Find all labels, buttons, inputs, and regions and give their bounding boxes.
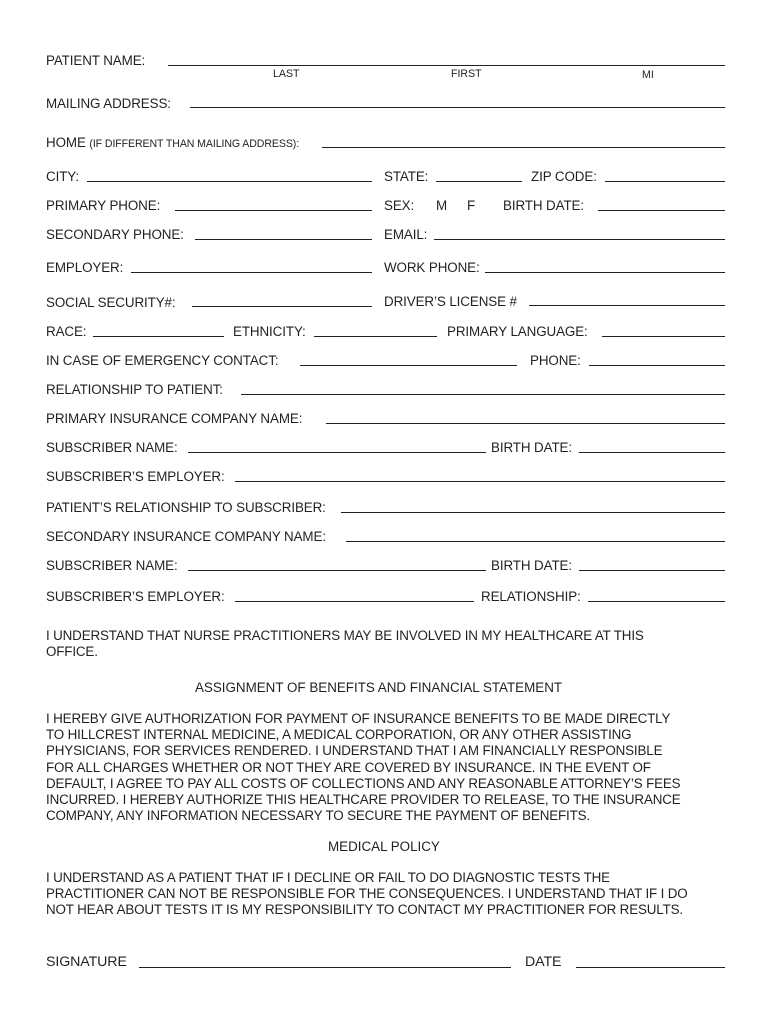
state-field[interactable]	[436, 181, 522, 182]
signature-field[interactable]	[139, 967, 511, 968]
work-phone-field[interactable]	[485, 272, 725, 273]
subscriber-employer-field[interactable]	[235, 481, 725, 482]
birth-date-field[interactable]	[598, 210, 725, 211]
zip-code-label: ZIP CODE:	[531, 169, 597, 184]
signature-label: SIGNATURE	[46, 954, 127, 970]
subscriber-name-field[interactable]	[188, 452, 486, 453]
assignment-heading: ASSIGNMENT OF BENEFITS AND FINANCIAL STATEMENT	[195, 680, 563, 695]
city-field[interactable]	[87, 181, 372, 182]
middle-initial-caption: MI	[642, 69, 654, 81]
date-field[interactable]	[576, 967, 725, 968]
primary-phone-label: PRIMARY PHONE:	[46, 198, 161, 213]
secondary-phone-field[interactable]	[195, 239, 372, 240]
mailing-address-field[interactable]	[190, 107, 725, 108]
subscriber-employer-label: SUBSCRIBER’S EMPLOYER:	[46, 469, 225, 484]
subscriber-birth-date-field-2[interactable]	[579, 570, 725, 571]
subscriber-birth-date-field[interactable]	[579, 452, 725, 453]
state-label: STATE:	[384, 169, 429, 184]
sex-label: SEX:	[384, 198, 415, 213]
home-address-field[interactable]	[322, 147, 725, 148]
primary-language-label: PRIMARY LANGUAGE:	[447, 324, 588, 339]
employer-field[interactable]	[131, 272, 372, 273]
ethnicity-label: ETHNICITY:	[233, 324, 306, 339]
drivers-license-field[interactable]	[529, 305, 725, 306]
patient-name-field[interactable]	[168, 65, 725, 66]
emergency-contact-label: IN CASE OF EMERGENCY CONTACT:	[46, 353, 279, 368]
emergency-phone-label: PHONE:	[530, 353, 581, 368]
nurse-practitioner-statement: I UNDERSTAND THAT NURSE PRACTITIONERS MAY BE INVOLVED IN MY HEALTHCARE AT THIS OFFICE.	[46, 628, 644, 660]
birth-date-label: BIRTH DATE:	[503, 198, 584, 213]
drivers-license-label: DRIVER’S LICENSE #	[384, 294, 517, 309]
subscriber-birth-date-label-2: BIRTH DATE:	[491, 558, 572, 573]
secondary-insurance-label: SECONDARY INSURANCE COMPANY NAME:	[46, 529, 326, 544]
primary-insurance-label: PRIMARY INSURANCE COMPANY NAME:	[46, 411, 303, 426]
home-note: (IF DIFFERENT THAN MAILING ADDRESS):	[89, 138, 300, 150]
emergency-phone-field[interactable]	[589, 365, 725, 366]
subscriber-employer-label-2: SUBSCRIBER’S EMPLOYER:	[46, 589, 225, 604]
sex-option-f[interactable]: F	[467, 198, 476, 213]
subscriber-birth-date-label: BIRTH DATE:	[491, 440, 572, 455]
date-label: DATE	[525, 954, 562, 970]
relationship-label-2: RELATIONSHIP:	[481, 589, 581, 604]
emergency-contact-field[interactable]	[300, 365, 517, 366]
race-field[interactable]	[93, 336, 224, 337]
relationship-to-patient-label: RELATIONSHIP TO PATIENT:	[46, 382, 223, 397]
medical-policy-heading: MEDICAL POLICY	[328, 839, 440, 854]
subscriber-employer-field-2[interactable]	[235, 601, 474, 602]
city-label: CITY:	[46, 169, 79, 184]
home-address-label	[46, 135, 299, 152]
relationship-to-patient-field[interactable]	[241, 394, 725, 395]
subscriber-name-field-2[interactable]	[188, 570, 486, 571]
primary-phone-field[interactable]	[175, 210, 372, 211]
sex-option-m[interactable]: M	[436, 198, 448, 213]
medical-policy-statement: I UNDERSTAND AS A PATIENT THAT IF I DECLINE OR FAIL TO DO DIAGNOSTIC TESTS THE PRACTITIONER CAN NOT BE RESPONSIBLE FOR THE CONSEQUENCES. I UNDERSTAND THAT IF I DO NOT HEAR ABOUT TESTS IT IS MY RESPONSIBILITY TO CONTACT MY PRACTITIONER FOR RESULTS.	[46, 870, 688, 918]
first-name-caption: FIRST	[451, 68, 482, 80]
last-name-caption: LAST	[273, 68, 300, 80]
secondary-phone-label: SECONDARY PHONE:	[46, 227, 184, 242]
ssn-field[interactable]	[192, 306, 372, 307]
patient-name-label: PATIENT NAME:	[46, 53, 146, 68]
email-field[interactable]	[434, 239, 725, 240]
employer-label: EMPLOYER:	[46, 260, 124, 275]
subscriber-name-label: SUBSCRIBER NAME:	[46, 440, 178, 455]
patient-relationship-label: PATIENT’S RELATIONSHIP TO SUBSCRIBER:	[46, 500, 326, 515]
zip-code-field[interactable]	[605, 181, 725, 182]
primary-insurance-field[interactable]	[326, 423, 725, 424]
patient-relationship-field[interactable]	[341, 512, 725, 513]
email-label: EMAIL:	[384, 227, 428, 242]
secondary-insurance-field[interactable]	[346, 541, 725, 542]
subscriber-name-label-2: SUBSCRIBER NAME:	[46, 558, 178, 573]
ethnicity-field[interactable]	[314, 336, 437, 337]
ssn-label: SOCIAL SECURITY#:	[46, 295, 176, 310]
home-label: HOME	[46, 135, 86, 150]
work-phone-label: WORK PHONE:	[384, 260, 480, 275]
relationship-field-2[interactable]	[588, 601, 725, 602]
assignment-statement: I HEREBY GIVE AUTHORIZATION FOR PAYMENT OF INSURANCE BENEFITS TO BE MADE DIRECTLY TO HILLCREST INTERNAL MEDICINE, A MEDICAL CORPORATION, OR ANY OTHER ASSISTING PHYSICIANS, FOR SERVICES RENDERED. I UNDERSTAND THAT I AM FINANCIALLY RESPONSIBLE FOR ALL CHARGES WHETHER OR NOT THEY ARE COVERED BY INSURANCE. IN THE EVENT OF DEFAULT, I AGREE TO PAY ALL COSTS OF COLLECTIONS AND ANY REASONABLE ATTORNEY’S FEES INCURRED. I HEREBY AUTHORIZE THIS HEALTHCARE PROVIDER TO RELEASE, TO THE INSURANCE COMPANY, ANY INFORMATION NECESSARY TO SECURE THE PAYMENT OF BENEFITS.	[46, 711, 681, 824]
race-label: RACE:	[46, 324, 87, 339]
mailing-address-label: MAILING ADDRESS:	[46, 96, 171, 111]
primary-language-field[interactable]	[602, 336, 725, 337]
